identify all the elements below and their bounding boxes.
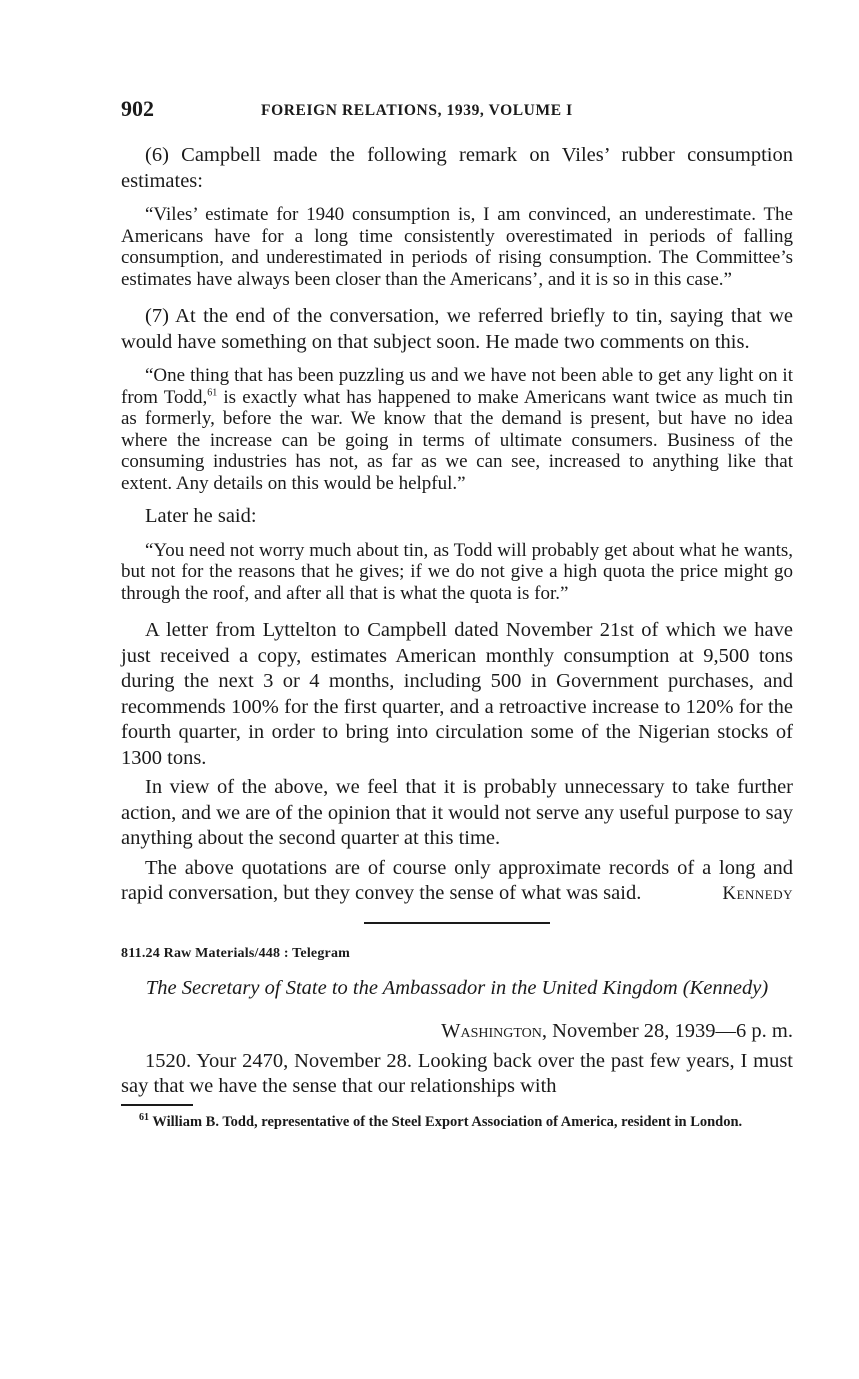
section-divider (364, 922, 550, 924)
paragraph-quotations (121, 856, 793, 907)
quote-tin-puzzle-part1: “One thing that has been puzzling us and we have not been able to get any light on it from Todd, (121, 365, 793, 408)
page-number: 902 (121, 96, 154, 121)
quote-viles-estimate: “Viles’ estimate for 1940 consumption is, I am convinced, an underestimate. The Americans have for a long time consistently overestimated in periods of falling consumption, and underestimated in periods of rising consumption. The Committee’s estimates have always been closer than the Americans’, and it is so in this case.” (121, 204, 793, 290)
footnote-61 (121, 1113, 793, 1132)
footnote-rule (121, 1104, 193, 1106)
page-header (121, 96, 793, 126)
paragraph-lyttelton-letter: A letter from Lyttelton to Campbell dated November 21st of which we have just received a copy, estimates American monthly consumption at 9,500 tons during the next 3 or 4 months, including 500 in Government purchases, and recommends 100% for the first quarter, and a retroactive increase to 120% for the fourth quarter, in order to bring into circulation some of the Nigerian stocks of 1300 tons. (121, 619, 793, 769)
footnote-marker: 61 (139, 1111, 149, 1123)
paragraph-6: (6) Campbell made the following remark on Viles’ rubber consumption estimates: (121, 144, 793, 192)
paragraph-in-view: In view of the above, we feel that it is probably unnecessary to take further action, and we are of the opinion that it would not serve any useful purpose to say anything about the second quarter at this time. (121, 776, 793, 849)
dateline-date: , November 28, 1939—6 p. m. (541, 1019, 793, 1042)
quote-tin-quota: “You need not worry much about tin, as Todd will probably get about what he wants, but not for the reasons that he gives; if we do not give a high quota the price might go through the roof, and after all that is what the quota is for.” (121, 539, 793, 604)
quote-tin-puzzle (121, 365, 793, 494)
dateline (121, 1020, 793, 1043)
paragraph-later: Later he said: (145, 505, 257, 527)
dateline-place: Washington (441, 1019, 542, 1042)
footnote-text: William B. Todd, representative of the Steel Export Association of America, resident in London. (149, 1113, 743, 1130)
running-head: FOREIGN RELATIONS, 1939, VOLUME I (261, 102, 573, 119)
file-reference: 811.24 Raw Materials/448 : Telegram (121, 945, 351, 961)
footnote-ref-61[interactable]: 61 (207, 387, 218, 399)
quote-tin-puzzle-part2: is exactly what has happened to make Americans want twice as much tin as formerly, before the war. We know that the demand is present, but have no idea where the increase can be going in terms of ultimate consumers. Business of the consuming industries has not, as far as we can see, increased to anything like that extent. Any details on this would be helpful.” (121, 386, 793, 494)
paragraph-1520: 1520. Your 2470, November 28. Looking back over the past few years, I must say that we have the sense that our relationships with (121, 1049, 793, 1097)
document-page (121, 96, 793, 1132)
paragraph-quotations-text: The above quotations are of course only approximate records of a long and rapid conversation, but they convey the sense of what was said. (121, 856, 793, 904)
paragraph-7: (7) At the end of the conversation, we referred briefly to tin, saying that we would have something on that subject soon. He made two comments on this. (121, 305, 793, 353)
signature-kennedy: Kennedy (722, 883, 793, 904)
document-title: The Secretary of State to the Ambassador in the United Kingdom (Kennedy) (145, 976, 769, 999)
